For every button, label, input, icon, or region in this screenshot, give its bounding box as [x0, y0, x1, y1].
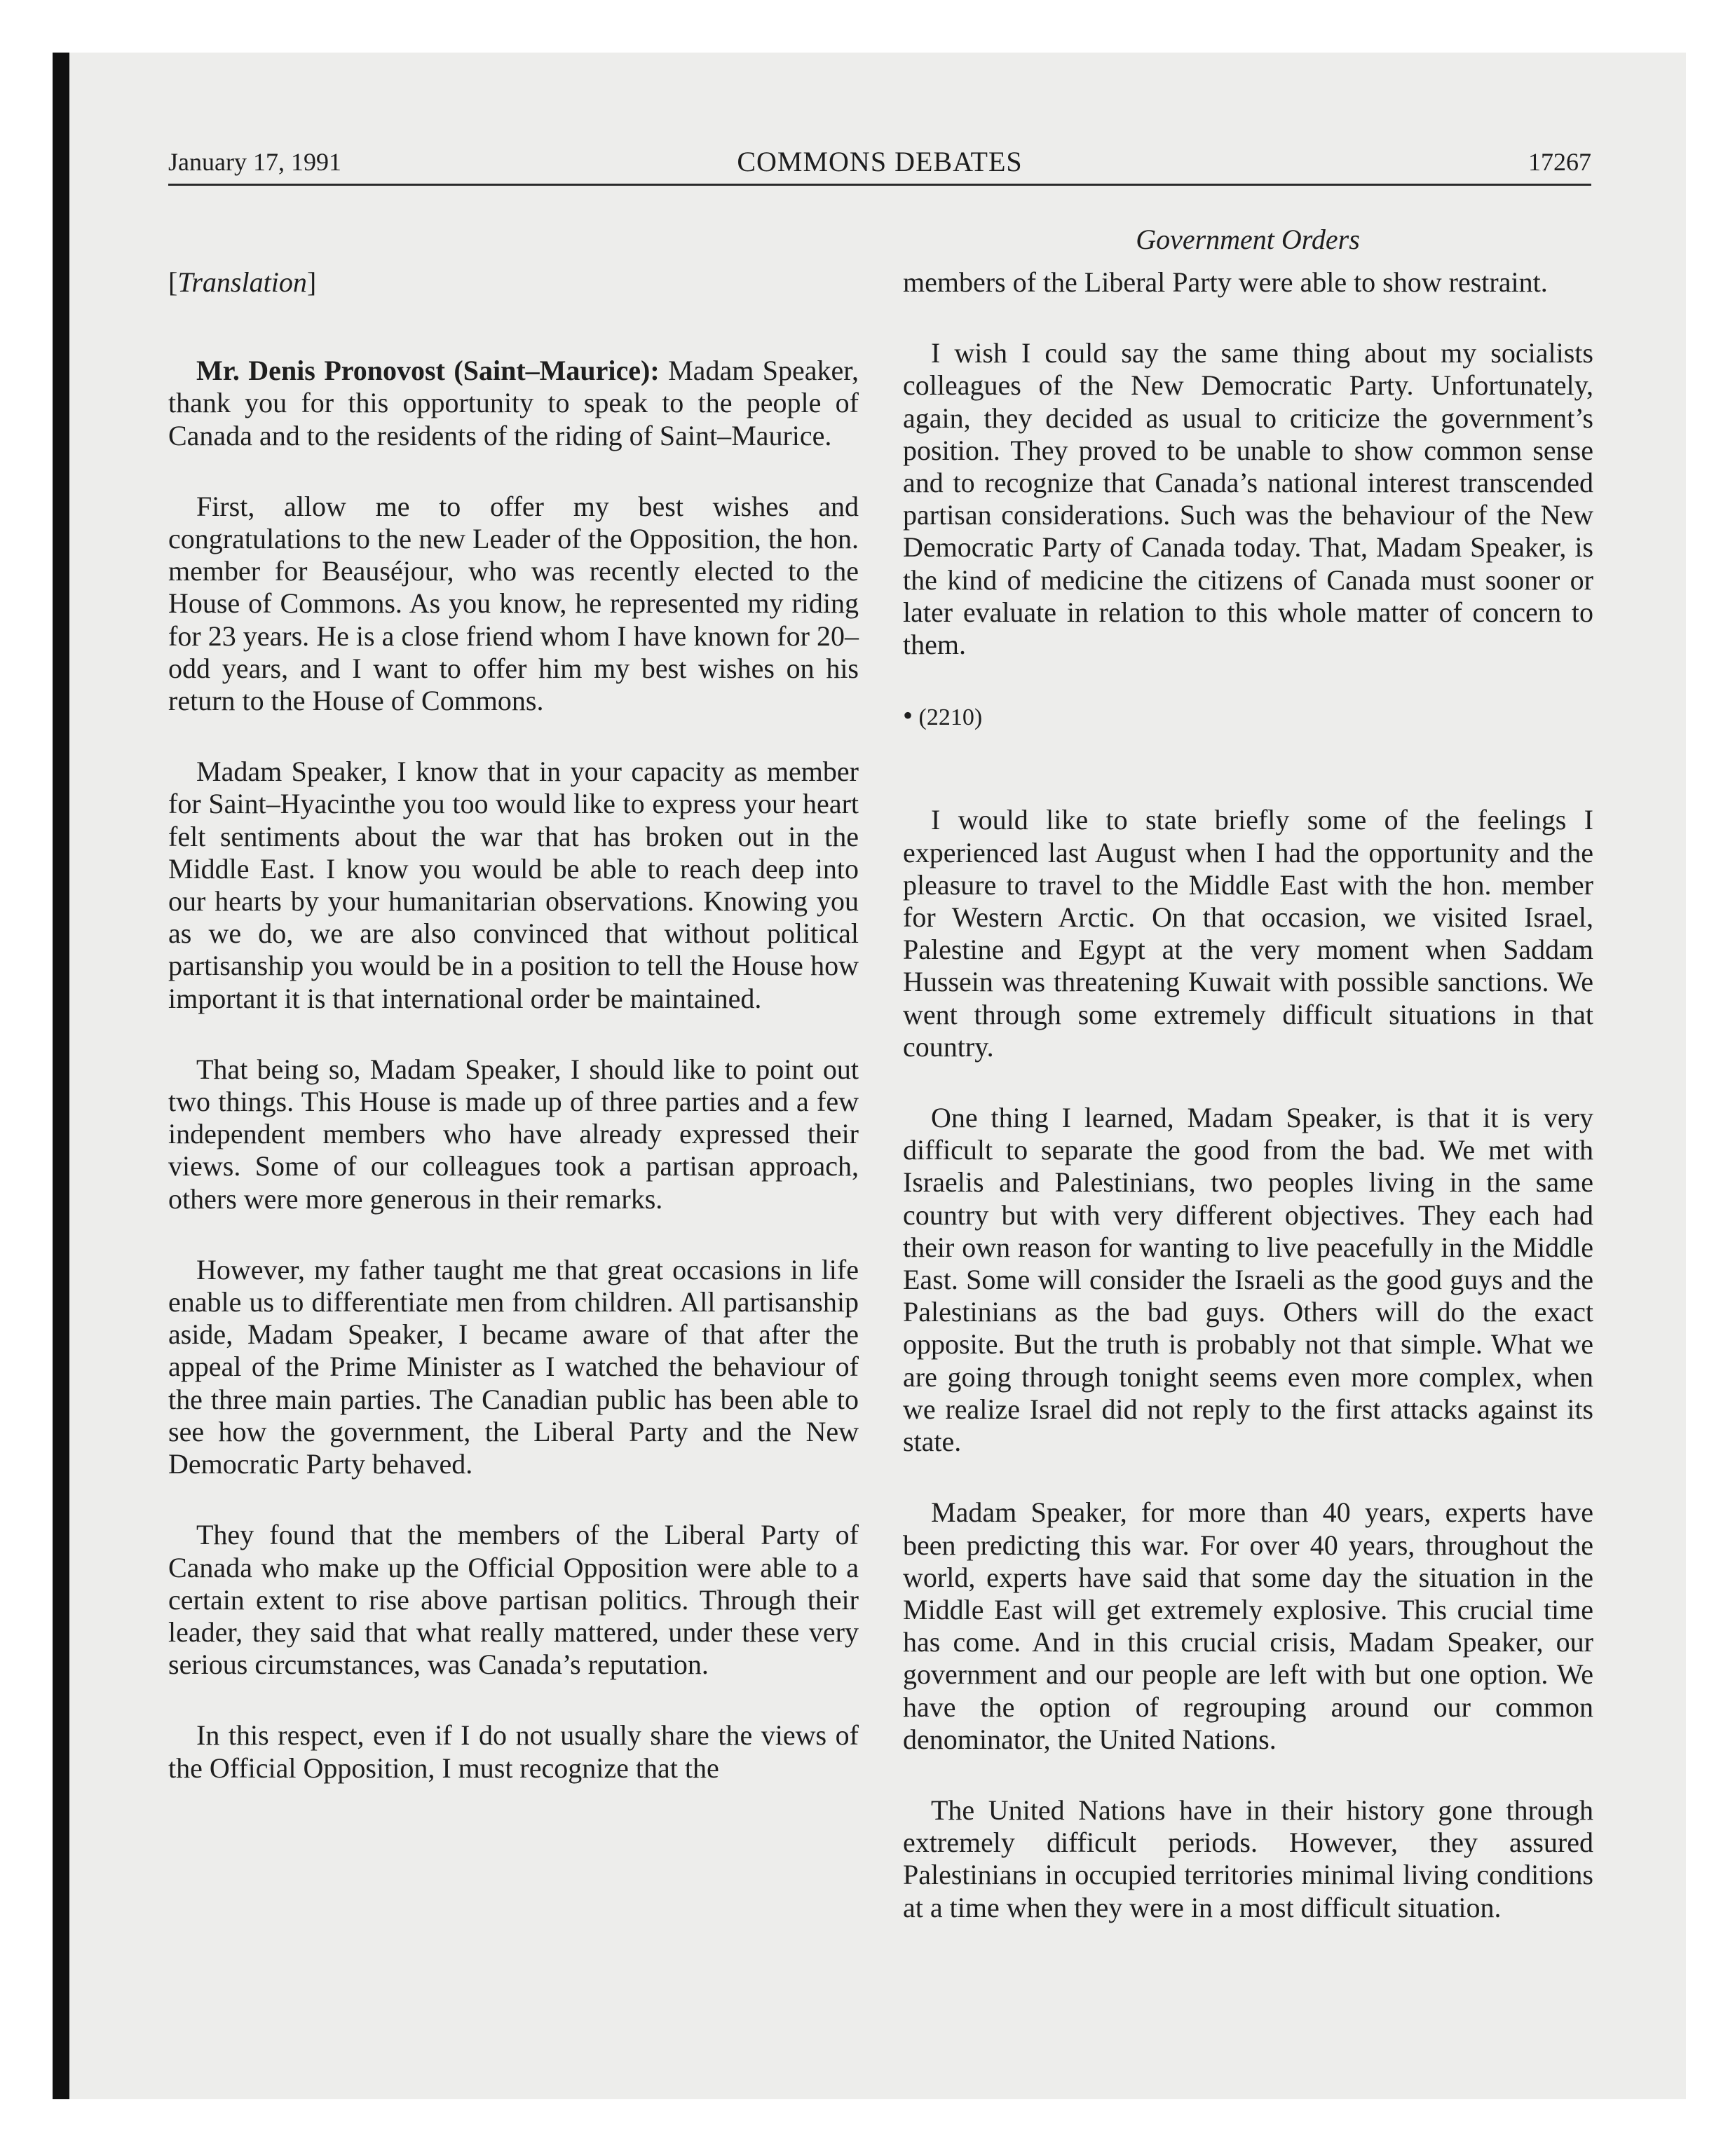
page-number: 17267	[1528, 148, 1591, 176]
header-publication: COMMONS DEBATES	[737, 146, 1023, 177]
translation-note: [Translation]	[168, 266, 317, 298]
paragraph: Madam Speaker, I know that in your capacity as member for Saint–Hyacinthe you too would like to express your heart felt sentiments about the war that has broken out in the Middle East. I know you would be able to reach deep into our hearts by your humanitarian observations. Knowing you as we do, we are also convinced that without political partisanship you would be in a position to tell the House how important it is that international order be maintained.	[168, 756, 859, 1014]
paragraph: Madam Speaker, for more than 40 years, experts have been predicting this war. For over 40 years, throughout the world, experts have said that some day the situation in the Middle East will get extremely explosive. This crucial time has come. And in this crucial crisis, Madam Speaker, our government and our people are left with but one option. We have the option of regrouping around our common denominator, the United Nations.	[903, 1496, 1593, 1755]
paragraph-continued: members of the Liberal Party were able to show restraint.	[903, 266, 1548, 298]
binding-edge	[53, 53, 69, 2099]
translation-note-text: Translation	[177, 266, 307, 298]
paragraph: In this respect, even if I do not usually share the views of the Official Opposition, I must recognize that the	[168, 1719, 859, 1784]
paragraph: The United Nations have in their history gone through extremely difficult periods. However, they assured Palestinians in occupied territories minimal living conditions at a time when they were in a most difficult situation.	[903, 1794, 1593, 1923]
paragraph: One thing I learned, Madam Speaker, is that it is very difficult to separate the good from the bad. We met with Israelis and Palestinians, two peoples living in the same country but with very different objectives. They each had their own reason for wanting to live peacefully in the Middle East. Some will consider the Israeli as the good guys and the Palestinians as the bad guys. Others will do the exact opposite. But the truth is probably not that simple. What we are going through tonight seems even more complex, when we realize Israel did not reply to the first attacks against its state.	[903, 1102, 1593, 1458]
speaker-name: Mr. Denis Pronovost (Saint–Maurice):	[196, 355, 660, 387]
left-column	[168, 266, 859, 1823]
header-date: January 17, 1991	[168, 148, 341, 176]
bullet-icon: •	[903, 700, 913, 732]
paragraph: I would like to state briefly some of the feelings I experienced last August when I had the opportunity and the pleasure to travel to the Middle East with the hon. member for Western Arctic. On that occasion, we visited Israel, Palestine and Egypt at the very moment when Saddam Hussein was threatening Kuwait with possible sanctions. We went through some extremely difficult situations in that country.	[903, 804, 1593, 1063]
paragraph: They found that the members of the Liberal Party of Canada who make up the Official Opposition were able to a certain extent to rise above partisan politics. Through their leader, they said that what really mattered, under these very serious circumstances, was Canada’s reputation.	[168, 1519, 859, 1681]
paragraph: I wish I could say the same thing about my socialists colleagues of the New Democratic Party. Unfortunately, again, they decided as usual to criticize the government’s position. They proved to be unable to show common sense and to recognize that Canada’s national interest transcended partisan considerations. Such was the behaviour of the New Democratic Party of Canada today. That, Madam Speaker, is the kind of medicine the citizens of Canada must sooner or later evaluate in relation to this whole matter of concern to them.	[903, 337, 1593, 661]
paragraph: Madam Speaker, thank you for this opportunity to speak to the people of Canada and to the residents of the riding of Saint–Maurice.	[168, 355, 859, 451]
right-column	[903, 266, 1593, 1963]
paragraph: However, my father taught me that great occasions in life enable us to differentiate men from children. All partisanship aside, Madam Speaker, I became aware of that after the appeal of the Prime Minister as I watched the behaviour of the three main parties. The Canadian public has been able to see how the government, the Liberal Party and the New Democratic Party behaved.	[168, 1253, 859, 1480]
time-marker-text: (2210)	[918, 704, 983, 731]
running-header	[168, 140, 1591, 186]
section-title: Government Orders	[1136, 224, 1360, 255]
paragraph: That being so, Madam Speaker, I should like to point out two things. This House is made up of three parties and a few independent members who have already expressed their views. Some of our colleagues took a partisan approach, others were more generous in their remarks.	[168, 1053, 859, 1215]
paragraph: First, allow me to offer my best wishes and congratulations to the new Leader of the Opposition, the hon. member for Beauséjour, who was recently elected to the House of Commons. As you know, he represented my riding for 23 years. He is a close friend whom I have known for 20–odd years, and I want to offer him my best wishes on his return to the House of Commons.	[168, 490, 859, 717]
speech-opening	[168, 355, 859, 452]
time-marker	[903, 700, 1593, 734]
